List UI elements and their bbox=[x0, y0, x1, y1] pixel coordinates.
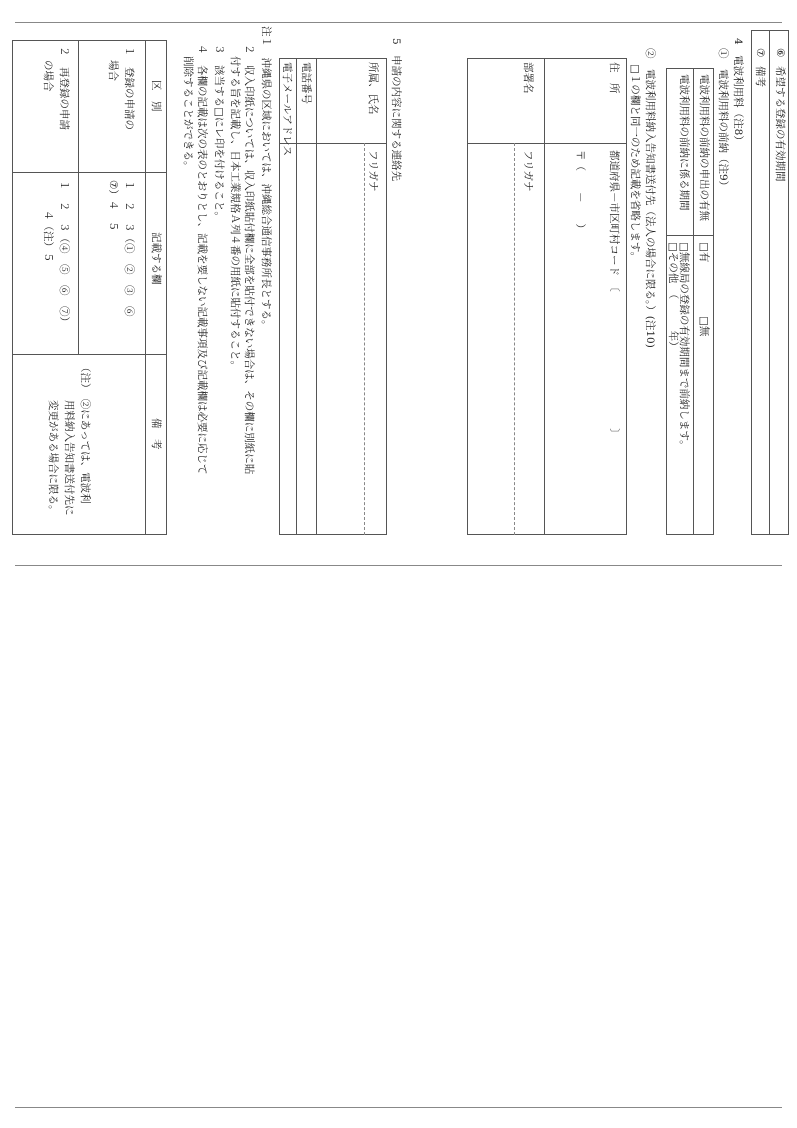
summary-header-rule bbox=[145, 40, 146, 535]
row1-fields-a: １ ２ ３（① ② ③ ⑥ bbox=[123, 180, 135, 317]
same-as-1-checkbox[interactable]: □１の欄と同一のため記載を省略します。 bbox=[629, 64, 641, 263]
note-4a: ４ 各欄の記載は次の表のとおりとし、記載を要しない記載事項及び記載欄は必要に応じて bbox=[196, 44, 208, 475]
s4-title: 4 電波利用料（注8） bbox=[732, 38, 744, 146]
header-category: 区 別 bbox=[150, 80, 162, 112]
s4-sub2: ② 電波利用料納入告知書送付先（法人の場合に限る。）(注10) bbox=[644, 48, 656, 348]
notice-address-divider bbox=[544, 58, 545, 535]
row2-fields-a: １ ２ ３（④ ⑤ ⑥ ⑦） bbox=[58, 180, 70, 327]
address-label: 住 所 bbox=[608, 62, 620, 94]
row2-fields-b: ４（注）５ bbox=[42, 210, 54, 263]
section-6-7-divider bbox=[769, 30, 770, 535]
remark-a: （注） ②にあっては、電波利 bbox=[79, 362, 91, 504]
prepay-no-checkbox[interactable]: □無 bbox=[698, 316, 710, 337]
contact-divider-1 bbox=[316, 58, 317, 535]
sec6-label: 希望する登録の有効期間 bbox=[774, 66, 786, 182]
dept-furigana-line bbox=[514, 143, 515, 535]
period-option-other[interactable]: □その他 （ 年） bbox=[667, 242, 679, 352]
prepay-label: 電波利用料の前納の申出の有無 bbox=[698, 74, 710, 221]
header-remarks: 備 考 bbox=[150, 418, 162, 450]
s4-sub1: ① 電波利用料の前納（注9） bbox=[717, 48, 729, 192]
s5-title: 5 申請の内容に関する連絡先 bbox=[390, 38, 402, 182]
dept-label: 部署名 bbox=[522, 62, 534, 94]
notice-address-col bbox=[467, 143, 627, 144]
summary-row-rule bbox=[78, 40, 79, 354]
contact-name-label: 所属、氏名 bbox=[367, 62, 379, 115]
row2-label-b: の場合 bbox=[42, 60, 54, 92]
summary-col-2 bbox=[12, 354, 167, 355]
row2-label-a: ２ 再登録の申請 bbox=[58, 46, 70, 130]
note-1: 注１ 沖縄県の区域においては、沖縄総合通信事務所長とする。 bbox=[260, 26, 272, 331]
note-2b: 付する旨を記載し、日本工業規格Ａ列４番の用紙に貼付すること。 bbox=[229, 56, 241, 371]
prepay-col-divider bbox=[666, 235, 714, 236]
contact-furigana: フリガナ bbox=[367, 150, 379, 192]
note-4b: 削除することができる。 bbox=[182, 56, 194, 172]
row1-label-a: １ 登録の申請の bbox=[123, 46, 135, 130]
contact-furigana-line bbox=[364, 143, 365, 535]
address-code: 都道府県－市区町村コード 〔 〕 bbox=[608, 150, 620, 439]
remark-c: 変更がある場合に限る。 bbox=[47, 400, 59, 516]
prepay-period-label: 電波利用料の前納に係る期間 bbox=[678, 74, 690, 211]
summary-col-1 bbox=[12, 172, 167, 173]
dept-furigana: フリガナ bbox=[522, 150, 534, 192]
note-2a: ２ 収入印紙については、収入印紙貼付欄に全部を貼付できない場合は、その欄に別紙に貼 bbox=[243, 44, 255, 475]
sec7-label: 備考 bbox=[754, 66, 766, 87]
phone-label: 電話番号 bbox=[300, 62, 312, 104]
period-option-full[interactable]: □無線局の登録の有効期間まで前納します。 bbox=[678, 242, 690, 451]
remark-b: 用料納入告知書送付先に bbox=[63, 400, 75, 516]
bottom-rule bbox=[15, 1107, 782, 1108]
row1-label-b: 場合 bbox=[107, 60, 119, 81]
sec6-num: ⑥ bbox=[774, 48, 786, 58]
header-fields: 記載する欄 bbox=[150, 232, 162, 285]
rotated-form bbox=[0, 0, 797, 560]
prepay-yes-checkbox[interactable]: □有 bbox=[698, 242, 710, 263]
notice-address-table bbox=[467, 58, 627, 535]
middle-rule bbox=[15, 565, 782, 566]
sec7-num: ⑦ bbox=[754, 48, 766, 58]
postal-code: 〒（ － ） bbox=[574, 150, 586, 234]
note-3: ３ 該当する□にレ印を付けること。 bbox=[213, 44, 225, 222]
email-label: 電子メールアドレス bbox=[281, 62, 293, 156]
prepay-row-divider bbox=[693, 68, 694, 535]
row1-fields-b: ⑦）４ ５ bbox=[107, 180, 119, 232]
contact-divider-2 bbox=[296, 58, 297, 535]
